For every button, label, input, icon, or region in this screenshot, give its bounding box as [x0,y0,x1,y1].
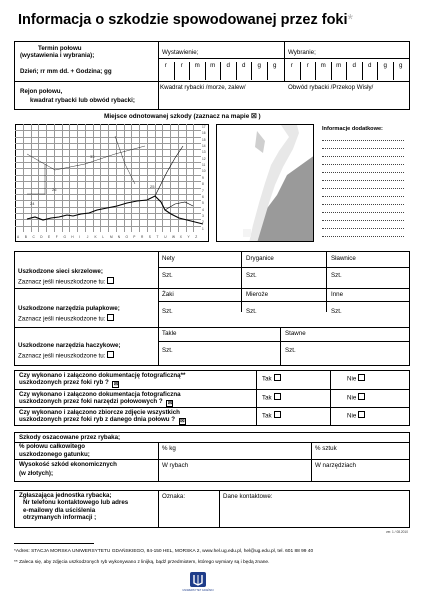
date-cell[interactable]: m [331,62,347,80]
date-cell[interactable]: m [205,62,221,80]
grid-number-25: 25 [150,184,155,189]
map-row-number: 14 [202,144,206,149]
map-column-letter: P [133,235,136,239]
date-cell[interactable]: r [300,62,316,80]
map-row-number: 3 [202,213,204,218]
termin-sub-label: (wystawienia i wybrania); [20,52,95,59]
map-column-letter: C [32,235,35,239]
wystawienie-label: Wystawienie; [162,49,199,56]
info-dotted-line[interactable] [322,212,404,213]
university-logo [182,571,214,595]
q3-checkbox[interactable]: ☒ [180,417,185,424]
info-dotted-line[interactable] [322,196,404,197]
sieci-label: Uszkodzone sieci skrzelowe; [18,268,103,275]
map-column-letter: I [79,235,80,239]
date-cell[interactable]: g [251,62,267,80]
date-cell[interactable]: m [315,62,331,80]
question-3: Czy wykonano i załączono zbiorcze zdjęcie wszystkich uszkodzonych przez foki ryb z danego dnia połowu ? ☒ [19,409,185,424]
wysokosc-sub-label: (w złotych); [19,470,54,477]
date-cell[interactable]: d [362,62,378,80]
col-zaki: Żaki [162,291,174,298]
map-column-letter: B [24,235,27,239]
info-dotted-line[interactable] [322,164,404,165]
map-column-letter: X [179,235,182,239]
dzien-label: Dzień; rr mm dd. + Godzina; gg [20,68,112,75]
info-dotted-line[interactable] [322,188,404,189]
date-cell[interactable]: g [393,62,409,80]
map-column-letter: N [117,235,121,239]
obwod-label[interactable]: Obwód rybacki /Przekop Wisły/ [288,84,374,91]
map-column-letter: D [40,235,43,239]
date-cell[interactable]: d [346,62,362,80]
q3-tak[interactable]: Tak [262,411,281,420]
szt-field[interactable]: Szt. [162,347,173,354]
map-row-number: 17 [202,125,206,129]
q1-nie[interactable]: Nie [347,374,365,383]
map-heading: Miejsce odnotowanej szkody (zaznacz na mapie ☒ ) [104,113,261,120]
info-dotted-line[interactable] [322,204,404,205]
map-row-number: 1 [202,226,204,231]
version-text: ver. 1 / 08.2010 [386,530,408,534]
haczyki-sub-label[interactable]: Zaznacz jeśli nieuszkodzone tu: [18,351,114,360]
map-column-letter: W [172,235,176,239]
map-row-number: 15 [202,137,206,142]
info-dotted-line[interactable] [322,180,404,181]
map-column-letter: A [17,235,20,239]
q1-tak[interactable]: Tak [262,374,281,383]
col-dryganice: Dryganice [246,255,274,262]
grid-number-24: 24 [30,201,35,206]
q3-nie[interactable]: Nie [347,411,365,420]
q2-tak[interactable]: Tak [262,393,281,402]
sieci-sub-label[interactable]: Zaznacz jeśli nieuszkodzone tu: [18,277,114,286]
map-row-number: 2 [202,220,204,225]
reporter-label: Zgłaszająca jednostka rybacka; Nr telefonu kontaktowego lub adres e-mailowy dla uściślenia otrzymanych informacji ; [19,492,129,522]
q2-checkbox[interactable]: ☒ [167,399,173,406]
kg-field[interactable]: % kg [162,445,176,452]
date-cell[interactable]: g [377,62,393,80]
szt-field[interactable]: Szt. [331,272,342,279]
map-row-number: 10 [202,169,206,174]
q1-checkbox[interactable]: ☒ [113,380,119,387]
col-slawnice: Sławnice [331,255,356,262]
wysokosc-label: Wysokość szkód ekonomicznych [19,461,117,468]
sztuk-field[interactable]: % sztuk [315,445,337,452]
info-dotted-line[interactable] [322,236,404,237]
map-column-letter: E [48,235,51,239]
szt-field[interactable]: Szt. [162,272,173,279]
map-column-letter: R [141,235,144,239]
map-row-number: 11 [202,163,206,168]
wybranie-label: Wybranie; [288,49,316,56]
info-dotted-line[interactable] [322,156,404,157]
map-column-letter: Y [187,235,190,239]
szt-field[interactable]: Szt. [331,308,342,315]
kwadrat-label[interactable]: Kwadrat rybacki /morze, zalew/ [160,84,246,91]
map-column-letter: S [148,235,151,239]
info-dotted-line[interactable] [322,228,404,229]
info-dotted-line[interactable] [322,220,404,221]
pulapki-undamaged-checkbox[interactable] [107,314,114,321]
date-cell[interactable]: g [267,62,283,80]
szt-field[interactable]: Szt. [246,308,257,315]
coastline [15,124,209,242]
date-cell[interactable]: d [220,62,236,80]
col-takle: Takle [162,330,177,337]
map-column-letter: K [94,235,97,239]
map-row-number: 13 [202,150,206,155]
haczyki-undamaged-checkbox[interactable] [107,351,114,358]
info-dotted-line[interactable] [322,148,404,149]
question-1: Czy wykonano i załączono dokumentację fotograficzną** uszkodzonych przez foki ryb ? ☒ [19,372,186,387]
additional-info-label: Informacje dodatkowe: [322,126,383,132]
sieci-undamaged-checkbox[interactable] [107,277,114,284]
w-narzedziach-field[interactable]: W narzędziach [315,462,356,469]
hel-peninsula-map[interactable] [216,124,314,242]
dane-kontaktowe-field[interactable]: Dane kontaktowe: [223,493,273,500]
col-mieroze: Mieroże [246,291,269,298]
map-row-number: 8 [202,182,204,187]
map-column-letter: O [125,235,128,239]
q1-nie-checkbox[interactable] [358,374,365,381]
szt-field[interactable]: Szt. [285,347,296,354]
w-rybach-field[interactable]: W rybach [162,462,189,469]
polowu-sub-label: uszkodzonego gatunku; [19,451,90,458]
date-cell[interactable]: r [174,62,190,80]
date-cell[interactable]: r [290,62,293,69]
map-column-letter: L [102,235,105,239]
logo-emblem-icon [187,571,209,589]
q3-nie-checkbox[interactable] [358,411,365,418]
hel-shape [217,125,314,242]
map-column-letter: Z [195,235,198,239]
szt-field[interactable]: Szt. [162,308,173,315]
map-column-letter: M [110,235,113,239]
q2-nie-checkbox[interactable] [358,393,365,400]
info-dotted-line[interactable] [322,140,404,141]
map-column-letter: G [63,235,66,239]
logo-text: UNIWERSYTET GDAŃSKI [182,589,214,592]
q2-tak-checkbox[interactable] [274,393,281,400]
footer-address: *Adres: STACJA MORSKA UNIWERSYTETU GDAŃSKIEGO, 84-150 HEL, MORSKA 2, www.hel.ug.edu.pl, hel@ug.edu.pl, tel. 601 88 99 40 [14,549,314,554]
date-cell[interactable]: r [164,62,167,69]
map-row-number: 9 [202,175,204,180]
grid-number-33: 33 [90,154,95,159]
estimate-heading: Szkody oszacowane przez rybaka; [19,434,121,441]
termin-label: Termin połowu [38,45,82,52]
info-dotted-line[interactable] [322,172,404,173]
pulapki-sub-label[interactable]: Zaznacz jeśli nieuszkodzone tu: [18,314,114,323]
grid-number-26: 26 [52,187,57,192]
szt-field[interactable]: Szt. [246,272,257,279]
date-cell[interactable]: d [236,62,252,80]
date-cell[interactable]: m [189,62,205,80]
q3-tak-checkbox[interactable] [274,411,281,418]
map-column-letter: H [71,235,74,239]
question-2: Czy wykonano i załączono dokumentacja fotograficzna uszkodzonych przez foki narzędzi połowowych ? ☒ [19,391,181,406]
col-inne: Inne [331,291,344,298]
map-row-number: 16 [202,131,206,136]
map-row-number: 6 [202,194,204,199]
page-title: Informacja o szkodzie spowodowanej przez foki* [18,12,354,28]
oznaka-field[interactable]: Oznaka: [162,493,186,500]
col-nety: Nety [162,255,175,262]
q2-nie[interactable]: Nie [347,393,365,402]
haczyki-label: Uszkodzone narzędzia haczykowe; [18,342,121,349]
col-stawne: Stawne [285,330,306,337]
pulapki-label: Uszkodzone narzędzia pułapkowe; [18,305,120,312]
polowu-label: % połowu całkowitego [19,443,86,450]
map-column-letter: T [156,235,159,239]
rejon-label: Rejon połowu, [20,88,63,95]
map-column-letter: U [164,235,167,239]
q1-tak-checkbox[interactable] [274,374,281,381]
map-column-letter: F [55,235,58,239]
map-row-number: 7 [202,188,204,193]
map-row-number: 4 [202,207,204,212]
footer-note: ** Zaleca się, aby zdjęcia uszkodzonych ryb wykonywano z linijką, bądź przedmiotem, którego wymiary są i będą znane. [14,560,270,565]
map-row-number: 5 [202,201,204,206]
map-row-number: 12 [202,156,206,161]
map-column-letter: J [86,235,89,239]
rejon-sub-label: kwadrat rybacki lub obwód rybacki; [30,97,135,104]
